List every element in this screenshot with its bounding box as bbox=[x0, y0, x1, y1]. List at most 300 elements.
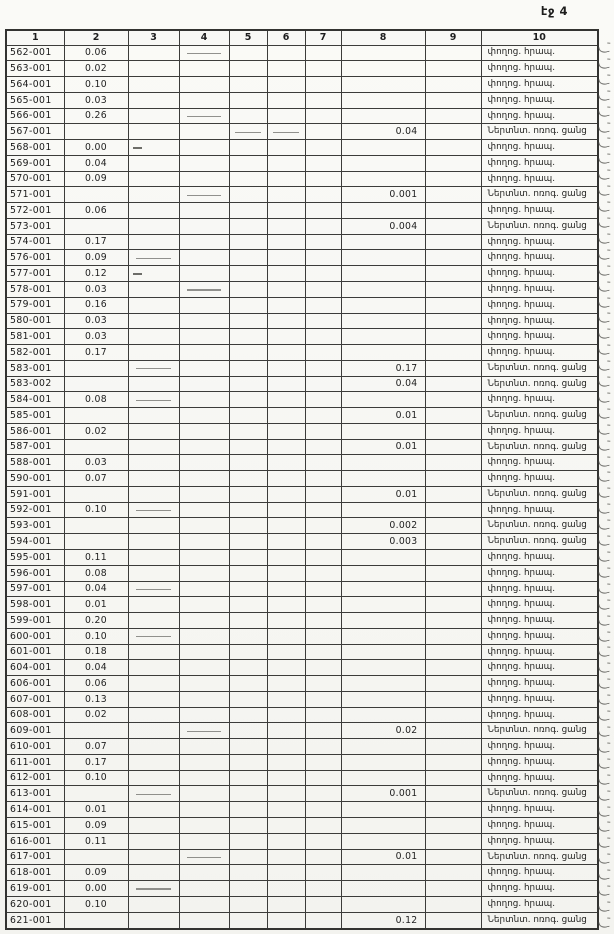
value-cell bbox=[229, 329, 267, 345]
value-cell bbox=[425, 455, 481, 471]
value-cell bbox=[229, 565, 267, 581]
parcel-id-cell: 586-001 bbox=[6, 423, 64, 439]
handwritten-mark bbox=[598, 729, 609, 738]
category-cell: փողոց. հրապ. bbox=[481, 92, 598, 108]
value-cell bbox=[267, 408, 305, 424]
value-cell bbox=[229, 360, 267, 376]
table-row bbox=[6, 329, 598, 345]
table-row bbox=[6, 313, 598, 329]
value-cell bbox=[179, 313, 229, 329]
value-cell bbox=[341, 250, 425, 266]
value-cell bbox=[128, 912, 179, 929]
value-cell bbox=[425, 597, 481, 613]
value-cell: 0.17 bbox=[64, 234, 128, 250]
handwritten-mark bbox=[598, 236, 609, 245]
value-cell bbox=[179, 297, 229, 313]
value-cell bbox=[267, 360, 305, 376]
value-cell: 0.004 bbox=[341, 218, 425, 234]
category-cell: փողոց. հրապ. bbox=[481, 61, 598, 77]
parcel-id-cell: 606-001 bbox=[6, 676, 64, 692]
category-cell: փողոց. հրապ. bbox=[481, 833, 598, 849]
value-cell bbox=[179, 739, 229, 755]
parcel-id-cell: 574-001 bbox=[6, 234, 64, 250]
value-cell bbox=[305, 140, 341, 156]
value-cell bbox=[341, 423, 425, 439]
value-cell bbox=[179, 833, 229, 849]
value-cell: 0.07 bbox=[64, 739, 128, 755]
table-row bbox=[6, 660, 598, 676]
handwritten-mark bbox=[598, 427, 609, 436]
land-parcel-table bbox=[5, 29, 599, 930]
table-row bbox=[6, 818, 598, 834]
value-cell bbox=[425, 281, 481, 297]
parcel-id-cell: 585-001 bbox=[6, 408, 64, 424]
value-cell bbox=[267, 550, 305, 566]
table-row bbox=[6, 266, 598, 282]
value-cell bbox=[305, 896, 341, 912]
value-cell bbox=[267, 171, 305, 187]
value-cell bbox=[229, 865, 267, 881]
value-cell bbox=[341, 707, 425, 723]
value-cell bbox=[341, 234, 425, 250]
column-header: 8 bbox=[341, 30, 425, 45]
category-cell: փողոց. հրապ. bbox=[481, 865, 598, 881]
value-cell bbox=[179, 61, 229, 77]
value-cell bbox=[267, 250, 305, 266]
value-cell: 0.06 bbox=[64, 676, 128, 692]
value-cell bbox=[425, 234, 481, 250]
table-row bbox=[6, 502, 598, 518]
parcel-id-cell: 570-001 bbox=[6, 171, 64, 187]
category-cell: փողոց. հրապ. bbox=[481, 676, 598, 692]
category-cell: փողոց. հրապ. bbox=[481, 754, 598, 770]
value-cell: 0.10 bbox=[64, 628, 128, 644]
value-cell bbox=[267, 297, 305, 313]
handwritten-mark bbox=[598, 331, 609, 340]
handwritten-mark bbox=[598, 633, 609, 642]
parcel-id-cell: 615-001 bbox=[6, 818, 64, 834]
table-row bbox=[6, 360, 598, 376]
value-cell bbox=[229, 140, 267, 156]
value-cell bbox=[267, 833, 305, 849]
value-cell: 0.01 bbox=[341, 486, 425, 502]
value-cell bbox=[128, 644, 179, 660]
value-cell bbox=[128, 865, 179, 881]
parcel-id-cell: 583-001 bbox=[6, 360, 64, 376]
category-cell: Ներտնտ. ոռոգ. ցանց bbox=[481, 360, 598, 376]
value-cell bbox=[229, 45, 267, 61]
value-cell bbox=[229, 203, 267, 219]
value-cell bbox=[229, 707, 267, 723]
value-cell: 0.10 bbox=[64, 77, 128, 93]
value-cell bbox=[425, 818, 481, 834]
handwritten-mark bbox=[598, 411, 609, 420]
value-cell bbox=[267, 565, 305, 581]
parcel-id-cell: 592-001 bbox=[6, 502, 64, 518]
value-cell bbox=[128, 45, 179, 61]
value-cell bbox=[128, 155, 179, 171]
value-cell bbox=[305, 660, 341, 676]
value-cell bbox=[179, 770, 229, 786]
value-cell bbox=[229, 739, 267, 755]
value-cell bbox=[179, 754, 229, 770]
value-cell bbox=[128, 392, 179, 408]
value-cell: 0.08 bbox=[64, 392, 128, 408]
value-cell bbox=[128, 313, 179, 329]
parcel-id-cell: 567-001 bbox=[6, 124, 64, 140]
value-cell bbox=[305, 723, 341, 739]
value-cell bbox=[267, 187, 305, 203]
value-cell bbox=[267, 581, 305, 597]
parcel-id-cell: 599-001 bbox=[6, 613, 64, 629]
value-cell bbox=[179, 818, 229, 834]
handwritten-mark bbox=[598, 347, 609, 356]
value-cell bbox=[179, 45, 229, 61]
value-cell bbox=[179, 455, 229, 471]
handwritten-mark bbox=[598, 140, 609, 149]
column-header: 6 bbox=[267, 30, 305, 45]
table-row bbox=[6, 786, 598, 802]
value-cell bbox=[267, 77, 305, 93]
value-cell bbox=[229, 376, 267, 392]
value-cell bbox=[341, 92, 425, 108]
category-cell: Ներտնտ. ոռոգ. ցանց bbox=[481, 439, 598, 455]
value-cell bbox=[425, 691, 481, 707]
handwritten-mark bbox=[598, 204, 609, 213]
value-cell bbox=[305, 802, 341, 818]
table-row bbox=[6, 723, 598, 739]
value-cell bbox=[267, 754, 305, 770]
value-cell: 0.11 bbox=[64, 833, 128, 849]
parcel-id-cell: 596-001 bbox=[6, 565, 64, 581]
category-cell: փողոց. հրապ. bbox=[481, 471, 598, 487]
value-cell bbox=[425, 486, 481, 502]
value-cell bbox=[229, 597, 267, 613]
value-cell bbox=[229, 691, 267, 707]
value-cell: 0.02 bbox=[64, 423, 128, 439]
value-cell bbox=[267, 376, 305, 392]
handwritten-mark bbox=[598, 602, 609, 611]
column-header: 9 bbox=[425, 30, 481, 45]
value-cell: 0.13 bbox=[64, 691, 128, 707]
value-cell bbox=[128, 203, 179, 219]
value-cell bbox=[305, 329, 341, 345]
value-cell bbox=[64, 218, 128, 234]
value-cell: 0.08 bbox=[64, 565, 128, 581]
value-cell bbox=[425, 613, 481, 629]
value-cell bbox=[128, 707, 179, 723]
category-cell: Ներտնտ. ոռոգ. ցանց bbox=[481, 218, 598, 234]
table-row bbox=[6, 849, 598, 865]
table-row bbox=[6, 439, 598, 455]
category-cell: փողոց. հրապ. bbox=[481, 565, 598, 581]
value-cell bbox=[267, 644, 305, 660]
handwritten-mark bbox=[598, 61, 609, 70]
handwritten-mark bbox=[598, 109, 609, 118]
category-cell: փողոց. հրապ. bbox=[481, 77, 598, 93]
value-cell bbox=[425, 565, 481, 581]
value-cell bbox=[128, 439, 179, 455]
value-cell bbox=[305, 581, 341, 597]
value-cell bbox=[341, 61, 425, 77]
value-cell bbox=[229, 281, 267, 297]
value-cell bbox=[341, 77, 425, 93]
table-row bbox=[6, 218, 598, 234]
handwritten-mark bbox=[598, 188, 609, 197]
value-cell bbox=[267, 471, 305, 487]
value-cell bbox=[179, 676, 229, 692]
category-cell: փողոց. հրապ. bbox=[481, 392, 598, 408]
table-row bbox=[6, 613, 598, 629]
handwritten-mark bbox=[598, 363, 609, 372]
table-row bbox=[6, 486, 598, 502]
parcel-id-cell: 617-001 bbox=[6, 849, 64, 865]
parcel-id-cell: 600-001 bbox=[6, 628, 64, 644]
category-cell: փողոց. հրապ. bbox=[481, 250, 598, 266]
value-cell bbox=[425, 802, 481, 818]
value-cell bbox=[267, 345, 305, 361]
category-cell: փողոց. հրապ. bbox=[481, 818, 598, 834]
table-row bbox=[6, 644, 598, 660]
parcel-id-cell: 607-001 bbox=[6, 691, 64, 707]
handwritten-mark bbox=[598, 45, 609, 54]
table-row bbox=[6, 250, 598, 266]
value-cell bbox=[425, 77, 481, 93]
value-cell: 0.11 bbox=[64, 550, 128, 566]
value-cell bbox=[64, 408, 128, 424]
value-cell bbox=[229, 660, 267, 676]
value-cell: 0.04 bbox=[64, 581, 128, 597]
value-cell bbox=[425, 833, 481, 849]
value-cell bbox=[179, 171, 229, 187]
value-cell bbox=[229, 392, 267, 408]
table-row bbox=[6, 345, 598, 361]
value-cell bbox=[341, 171, 425, 187]
category-cell: փողոց. հրապ. bbox=[481, 581, 598, 597]
value-cell: 0.04 bbox=[64, 660, 128, 676]
value-cell bbox=[229, 502, 267, 518]
value-cell bbox=[128, 124, 179, 140]
table-row bbox=[6, 550, 598, 566]
value-cell bbox=[267, 439, 305, 455]
value-cell bbox=[179, 912, 229, 929]
value-cell bbox=[267, 203, 305, 219]
value-cell bbox=[305, 234, 341, 250]
value-cell bbox=[425, 849, 481, 865]
category-cell: փողոց. հրապ. bbox=[481, 691, 598, 707]
handwritten-mark bbox=[598, 792, 609, 801]
value-cell bbox=[341, 565, 425, 581]
value-cell bbox=[64, 439, 128, 455]
value-cell bbox=[425, 865, 481, 881]
value-cell bbox=[305, 281, 341, 297]
parcel-id-cell: 590-001 bbox=[6, 471, 64, 487]
value-cell bbox=[341, 613, 425, 629]
table-row bbox=[6, 881, 598, 897]
value-cell bbox=[128, 802, 179, 818]
category-cell: փողոց. հրապ. bbox=[481, 155, 598, 171]
value-cell bbox=[128, 691, 179, 707]
value-cell bbox=[229, 266, 267, 282]
value-cell bbox=[128, 660, 179, 676]
parcel-id-cell: 584-001 bbox=[6, 392, 64, 408]
handwritten-mark bbox=[598, 458, 609, 467]
value-cell bbox=[305, 707, 341, 723]
parcel-id-cell: 621-001 bbox=[6, 912, 64, 929]
value-cell bbox=[305, 486, 341, 502]
value-cell: 0.01 bbox=[64, 597, 128, 613]
parcel-id-cell: 618-001 bbox=[6, 865, 64, 881]
value-cell bbox=[179, 250, 229, 266]
page-number-label: էջ 4 bbox=[540, 4, 568, 18]
handwritten-mark bbox=[598, 761, 609, 770]
value-cell: 0.07 bbox=[64, 471, 128, 487]
value-cell bbox=[128, 502, 179, 518]
category-cell: փողոց. հրապ. bbox=[481, 660, 598, 676]
value-cell bbox=[128, 297, 179, 313]
value-cell bbox=[305, 628, 341, 644]
category-cell: փողոց. հրապ. bbox=[481, 550, 598, 566]
value-cell bbox=[425, 628, 481, 644]
parcel-id-cell: 563-001 bbox=[6, 61, 64, 77]
value-cell bbox=[341, 329, 425, 345]
value-cell bbox=[267, 45, 305, 61]
column-header: 1 bbox=[6, 30, 64, 45]
value-cell bbox=[179, 77, 229, 93]
column-header: 5 bbox=[229, 30, 267, 45]
category-cell: Ներտնտ. ոռոգ. ցանց bbox=[481, 723, 598, 739]
value-cell: 0.03 bbox=[64, 281, 128, 297]
value-cell bbox=[229, 896, 267, 912]
value-cell bbox=[305, 534, 341, 550]
parcel-id-cell: 598-001 bbox=[6, 597, 64, 613]
value-cell bbox=[179, 203, 229, 219]
table-row bbox=[6, 802, 598, 818]
value-cell bbox=[425, 770, 481, 786]
value-cell bbox=[179, 723, 229, 739]
category-cell: փողոց. հրապ. bbox=[481, 297, 598, 313]
table-row bbox=[6, 628, 598, 644]
value-cell bbox=[425, 92, 481, 108]
handwritten-mark bbox=[598, 283, 609, 292]
value-cell bbox=[179, 486, 229, 502]
value-cell bbox=[425, 502, 481, 518]
value-cell bbox=[305, 676, 341, 692]
handwritten-mark bbox=[598, 124, 609, 133]
value-cell: 0.04 bbox=[64, 155, 128, 171]
value-cell bbox=[128, 628, 179, 644]
value-cell: 0.12 bbox=[341, 912, 425, 929]
value-cell bbox=[229, 155, 267, 171]
category-cell: Ներտնտ. ոռոգ. ցանց bbox=[481, 786, 598, 802]
table-row bbox=[6, 865, 598, 881]
value-cell bbox=[229, 628, 267, 644]
value-cell bbox=[267, 218, 305, 234]
table-row bbox=[6, 281, 598, 297]
category-cell: փողոց. հրապ. bbox=[481, 628, 598, 644]
value-cell bbox=[128, 486, 179, 502]
value-cell bbox=[425, 881, 481, 897]
value-cell bbox=[341, 691, 425, 707]
value-cell bbox=[229, 754, 267, 770]
value-cell bbox=[267, 266, 305, 282]
value-cell bbox=[425, 171, 481, 187]
category-cell: փողոց. հրապ. bbox=[481, 140, 598, 156]
value-cell bbox=[267, 723, 305, 739]
value-cell bbox=[128, 140, 179, 156]
value-cell bbox=[305, 155, 341, 171]
value-cell bbox=[179, 140, 229, 156]
handwritten-mark bbox=[598, 840, 609, 849]
value-cell bbox=[305, 218, 341, 234]
value-cell bbox=[128, 360, 179, 376]
value-cell bbox=[229, 61, 267, 77]
value-cell bbox=[229, 297, 267, 313]
value-cell bbox=[305, 644, 341, 660]
parcel-id-cell: 572-001 bbox=[6, 203, 64, 219]
handwritten-mark bbox=[598, 888, 609, 897]
value-cell bbox=[305, 833, 341, 849]
value-cell bbox=[128, 739, 179, 755]
value-cell bbox=[128, 423, 179, 439]
parcel-id-cell: 616-001 bbox=[6, 833, 64, 849]
value-cell bbox=[305, 77, 341, 93]
value-cell: 0.09 bbox=[64, 171, 128, 187]
category-cell: փողոց. հրապ. bbox=[481, 802, 598, 818]
handwritten-mark bbox=[598, 554, 609, 563]
category-cell: փողոց. հրապ. bbox=[481, 45, 598, 61]
handwritten-mark bbox=[598, 395, 609, 404]
category-cell: Ներտնտ. ոռոգ. ցանց bbox=[481, 518, 598, 534]
value-cell bbox=[128, 896, 179, 912]
table-row bbox=[6, 77, 598, 93]
value-cell bbox=[341, 865, 425, 881]
value-cell: 0.002 bbox=[341, 518, 425, 534]
value-cell bbox=[425, 754, 481, 770]
value-cell bbox=[179, 266, 229, 282]
value-cell bbox=[267, 707, 305, 723]
value-cell bbox=[64, 912, 128, 929]
value-cell bbox=[341, 281, 425, 297]
parcel-id-cell: 581-001 bbox=[6, 329, 64, 345]
value-cell bbox=[267, 628, 305, 644]
value-cell bbox=[179, 187, 229, 203]
parcel-id-cell: 568-001 bbox=[6, 140, 64, 156]
value-cell bbox=[128, 786, 179, 802]
value-cell: 0.09 bbox=[64, 865, 128, 881]
parcel-id-cell: 604-001 bbox=[6, 660, 64, 676]
value-cell bbox=[305, 408, 341, 424]
value-cell bbox=[128, 833, 179, 849]
value-cell: 0.03 bbox=[64, 455, 128, 471]
value-cell bbox=[179, 534, 229, 550]
category-cell: փողոց. հրապ. bbox=[481, 313, 598, 329]
category-cell: փողոց. հրապ. bbox=[481, 613, 598, 629]
value-cell bbox=[425, 345, 481, 361]
value-cell: 0.12 bbox=[64, 266, 128, 282]
value-cell bbox=[179, 597, 229, 613]
value-cell bbox=[128, 754, 179, 770]
value-cell bbox=[341, 108, 425, 124]
value-cell bbox=[305, 471, 341, 487]
column-header: 10 bbox=[481, 30, 598, 45]
value-cell bbox=[128, 234, 179, 250]
value-cell bbox=[128, 723, 179, 739]
value-cell bbox=[305, 502, 341, 518]
value-cell bbox=[128, 329, 179, 345]
value-cell bbox=[229, 423, 267, 439]
category-cell: փողոց. հրապ. bbox=[481, 423, 598, 439]
